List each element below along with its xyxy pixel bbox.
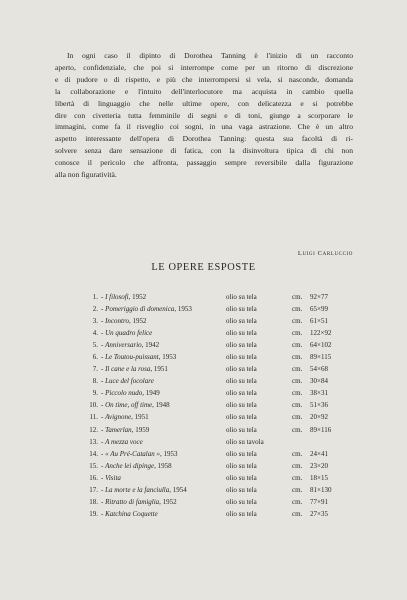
work-dimensions: 61×51 — [310, 317, 328, 326]
work-number: 6. — [92, 353, 98, 362]
works-table — [78, 291, 350, 520]
work-dimensions: 77×91 — [310, 497, 328, 506]
paragraph-line: libertà di linguaggio che nelle ultime opere, con delicatezza e si potrebbe — [55, 98, 353, 108]
table-row — [78, 291, 350, 303]
paragraph-line: la collaborazione e l'intuito dell'interlocutore ma acquista in cambio quella — [55, 86, 353, 96]
work-unit: cm. — [292, 317, 303, 326]
work-technique: olio su tela — [226, 329, 257, 338]
work-number: 2. — [92, 305, 98, 314]
work-number: 12. — [89, 425, 98, 434]
work-technique: olio su tela — [226, 425, 257, 434]
work-technique: olio su tela — [226, 389, 257, 398]
work-title: - Incontro, 1952 — [101, 317, 147, 326]
work-number: 3. — [92, 317, 98, 326]
table-row — [78, 315, 350, 327]
work-dimensions: 89×116 — [310, 425, 332, 434]
work-number: 15. — [89, 461, 98, 470]
work-title: - Tamerlan, 1959 — [101, 425, 150, 434]
work-title: - « Au Pré-Catalan », 1953 — [101, 449, 178, 458]
work-technique: olio su tela — [226, 293, 257, 301]
table-row — [78, 508, 350, 520]
work-unit: cm. — [292, 473, 303, 482]
work-unit: cm. — [292, 329, 303, 338]
work-title: - Ritratto di famiglia, 1952 — [101, 497, 177, 506]
table-row — [78, 460, 350, 472]
work-dimensions: 23×20 — [310, 461, 328, 470]
work-title: - Le Toutou-puissant, 1953 — [101, 353, 177, 362]
work-technique: olio su tela — [226, 317, 257, 326]
table-row — [78, 411, 350, 423]
work-technique: olio su tela — [226, 305, 257, 314]
work-number: 5. — [92, 341, 98, 350]
work-number: 19. — [89, 509, 98, 518]
table-row — [78, 448, 350, 460]
work-unit: cm. — [292, 305, 303, 314]
work-technique: olio su tela — [226, 473, 257, 482]
work-dimensions: 64×102 — [310, 341, 332, 350]
table-row — [78, 496, 350, 508]
work-technique: olio su tela — [226, 497, 257, 506]
work-number: 4. — [92, 329, 98, 338]
work-number: 18. — [89, 497, 98, 506]
paragraph-line: In ogni caso il dipinto di Dorothea Tanning è l'inizio di un racconto — [67, 51, 353, 60]
work-technique: olio su tela — [226, 413, 257, 422]
table-row — [78, 424, 350, 436]
paragraph-line: solvere senza dare sensazione di fatica, con la disinvoltura tipica di chi non — [55, 146, 353, 156]
work-number: 7. — [92, 365, 98, 374]
work-title: - Anniversario, 1942 — [101, 341, 160, 350]
work-dimensions: 20×92 — [310, 413, 328, 422]
table-row — [78, 327, 350, 339]
table-row — [78, 436, 350, 448]
work-number: 1. — [92, 293, 98, 301]
table-row — [78, 472, 350, 484]
work-title: - Avignone, 1951 — [101, 413, 149, 422]
work-unit: cm. — [292, 389, 303, 398]
paragraph-line: dire con civetteria tutta femminile di segni e di toni, giunge a scorporare le — [55, 110, 353, 120]
work-dimensions: 51×36 — [310, 401, 328, 410]
work-unit: cm. — [292, 365, 303, 374]
table-row — [78, 339, 350, 351]
work-title: - Piccolo nudo, 1949 — [101, 389, 160, 398]
work-number: 13. — [89, 437, 98, 446]
work-technique: olio su tela — [226, 401, 257, 410]
work-unit — [292, 436, 310, 448]
work-unit: cm. — [292, 485, 303, 494]
work-dimensions: 92×77 — [310, 293, 328, 301]
work-dimensions: 122×92 — [310, 329, 332, 338]
work-title: - Un quadro felice — [101, 329, 153, 338]
work-unit: cm. — [292, 353, 303, 362]
work-unit: cm. — [292, 413, 303, 422]
work-title: - Visita — [101, 473, 121, 482]
work-unit: cm. — [292, 293, 303, 301]
work-unit: cm. — [292, 497, 303, 506]
work-number: 17. — [89, 485, 98, 494]
work-technique: olio su tela — [226, 365, 257, 374]
work-title: - On time, off time, 1948 — [101, 401, 170, 410]
work-number: 14. — [89, 449, 98, 458]
work-unit: cm. — [292, 449, 303, 458]
work-dimensions: 81×130 — [310, 485, 332, 494]
work-title: - Pomeriggio di domenica, 1953 — [101, 305, 192, 314]
work-technique: olio su tela — [226, 461, 257, 470]
work-number: 11. — [89, 413, 98, 422]
paragraph-line: aspetto interessante dell'opera di Dorothea Tanning: questa sua facoltà di ri- — [55, 134, 353, 144]
work-dimensions: 27×35 — [310, 509, 328, 518]
work-unit: cm. — [292, 425, 303, 434]
table-row — [78, 387, 350, 399]
work-title: - Katchina Coquette — [101, 509, 158, 518]
work-dimensions: 89×115 — [310, 353, 332, 362]
work-technique: olio su tavola — [226, 437, 264, 446]
work-dimensions: 24×41 — [310, 449, 328, 458]
work-unit: cm. — [292, 461, 303, 470]
body-paragraph — [55, 50, 353, 181]
table-row — [78, 303, 350, 315]
table-row — [78, 363, 350, 375]
work-dimensions — [310, 436, 350, 448]
work-number: 16. — [89, 473, 98, 482]
paragraph-line: immagini, come fa il risveglio coi sogni, in una vaga astrazione. Che è un altro — [55, 122, 353, 132]
paragraph-line: alla non figuratività. — [55, 170, 117, 180]
paragraph-line: conosce il pericolo che affronta, passaggio sempre reversibile dalla figurazione — [55, 158, 353, 168]
work-dimensions: 38×31 — [310, 389, 328, 398]
work-title: - A mezza voce — [101, 437, 143, 446]
paragraph-line: e di pudore o di rispetto, e più che interrompersi si vela, si nasconde, domanda — [55, 74, 353, 84]
table-row — [78, 399, 350, 411]
work-unit: cm. — [292, 341, 303, 350]
work-number: 8. — [92, 377, 98, 386]
work-dimensions: 18×15 — [310, 473, 328, 482]
author-signature: Luigi Carluccio — [297, 250, 353, 257]
table-row — [78, 375, 350, 387]
work-dimensions: 30×84 — [310, 377, 328, 386]
table-row — [78, 484, 350, 496]
work-title: - Anche lei dipinge, 1958 — [101, 461, 172, 470]
work-title: - Il cane e la rosa, 1951 — [101, 365, 168, 374]
work-unit: cm. — [292, 509, 303, 518]
work-technique: olio su tela — [226, 341, 257, 350]
work-unit: cm. — [292, 401, 303, 410]
work-unit: cm. — [292, 377, 303, 386]
work-number: 9. — [92, 389, 98, 398]
work-technique: olio su tela — [226, 509, 257, 518]
work-technique: olio su tela — [226, 449, 257, 458]
work-dimensions: 65×99 — [310, 305, 328, 314]
work-technique: olio su tela — [226, 485, 257, 494]
work-number: 10. — [89, 401, 98, 410]
work-title: - Luce del focolare — [101, 377, 154, 386]
work-dimensions: 54×68 — [310, 365, 328, 374]
section-heading: LE OPERE ESPOSTE — [151, 262, 256, 273]
work-title: - La morte e la fanciulla, 1954 — [101, 485, 187, 494]
paragraph-line: aperto, confidenziale, che poi si interrompe come per un ritorno di discrezione — [55, 62, 353, 72]
work-title: - I filosofi, 1952 — [101, 293, 147, 301]
work-technique: olio su tela — [226, 377, 257, 386]
table-row — [78, 351, 350, 363]
work-technique: olio su tela — [226, 353, 257, 362]
